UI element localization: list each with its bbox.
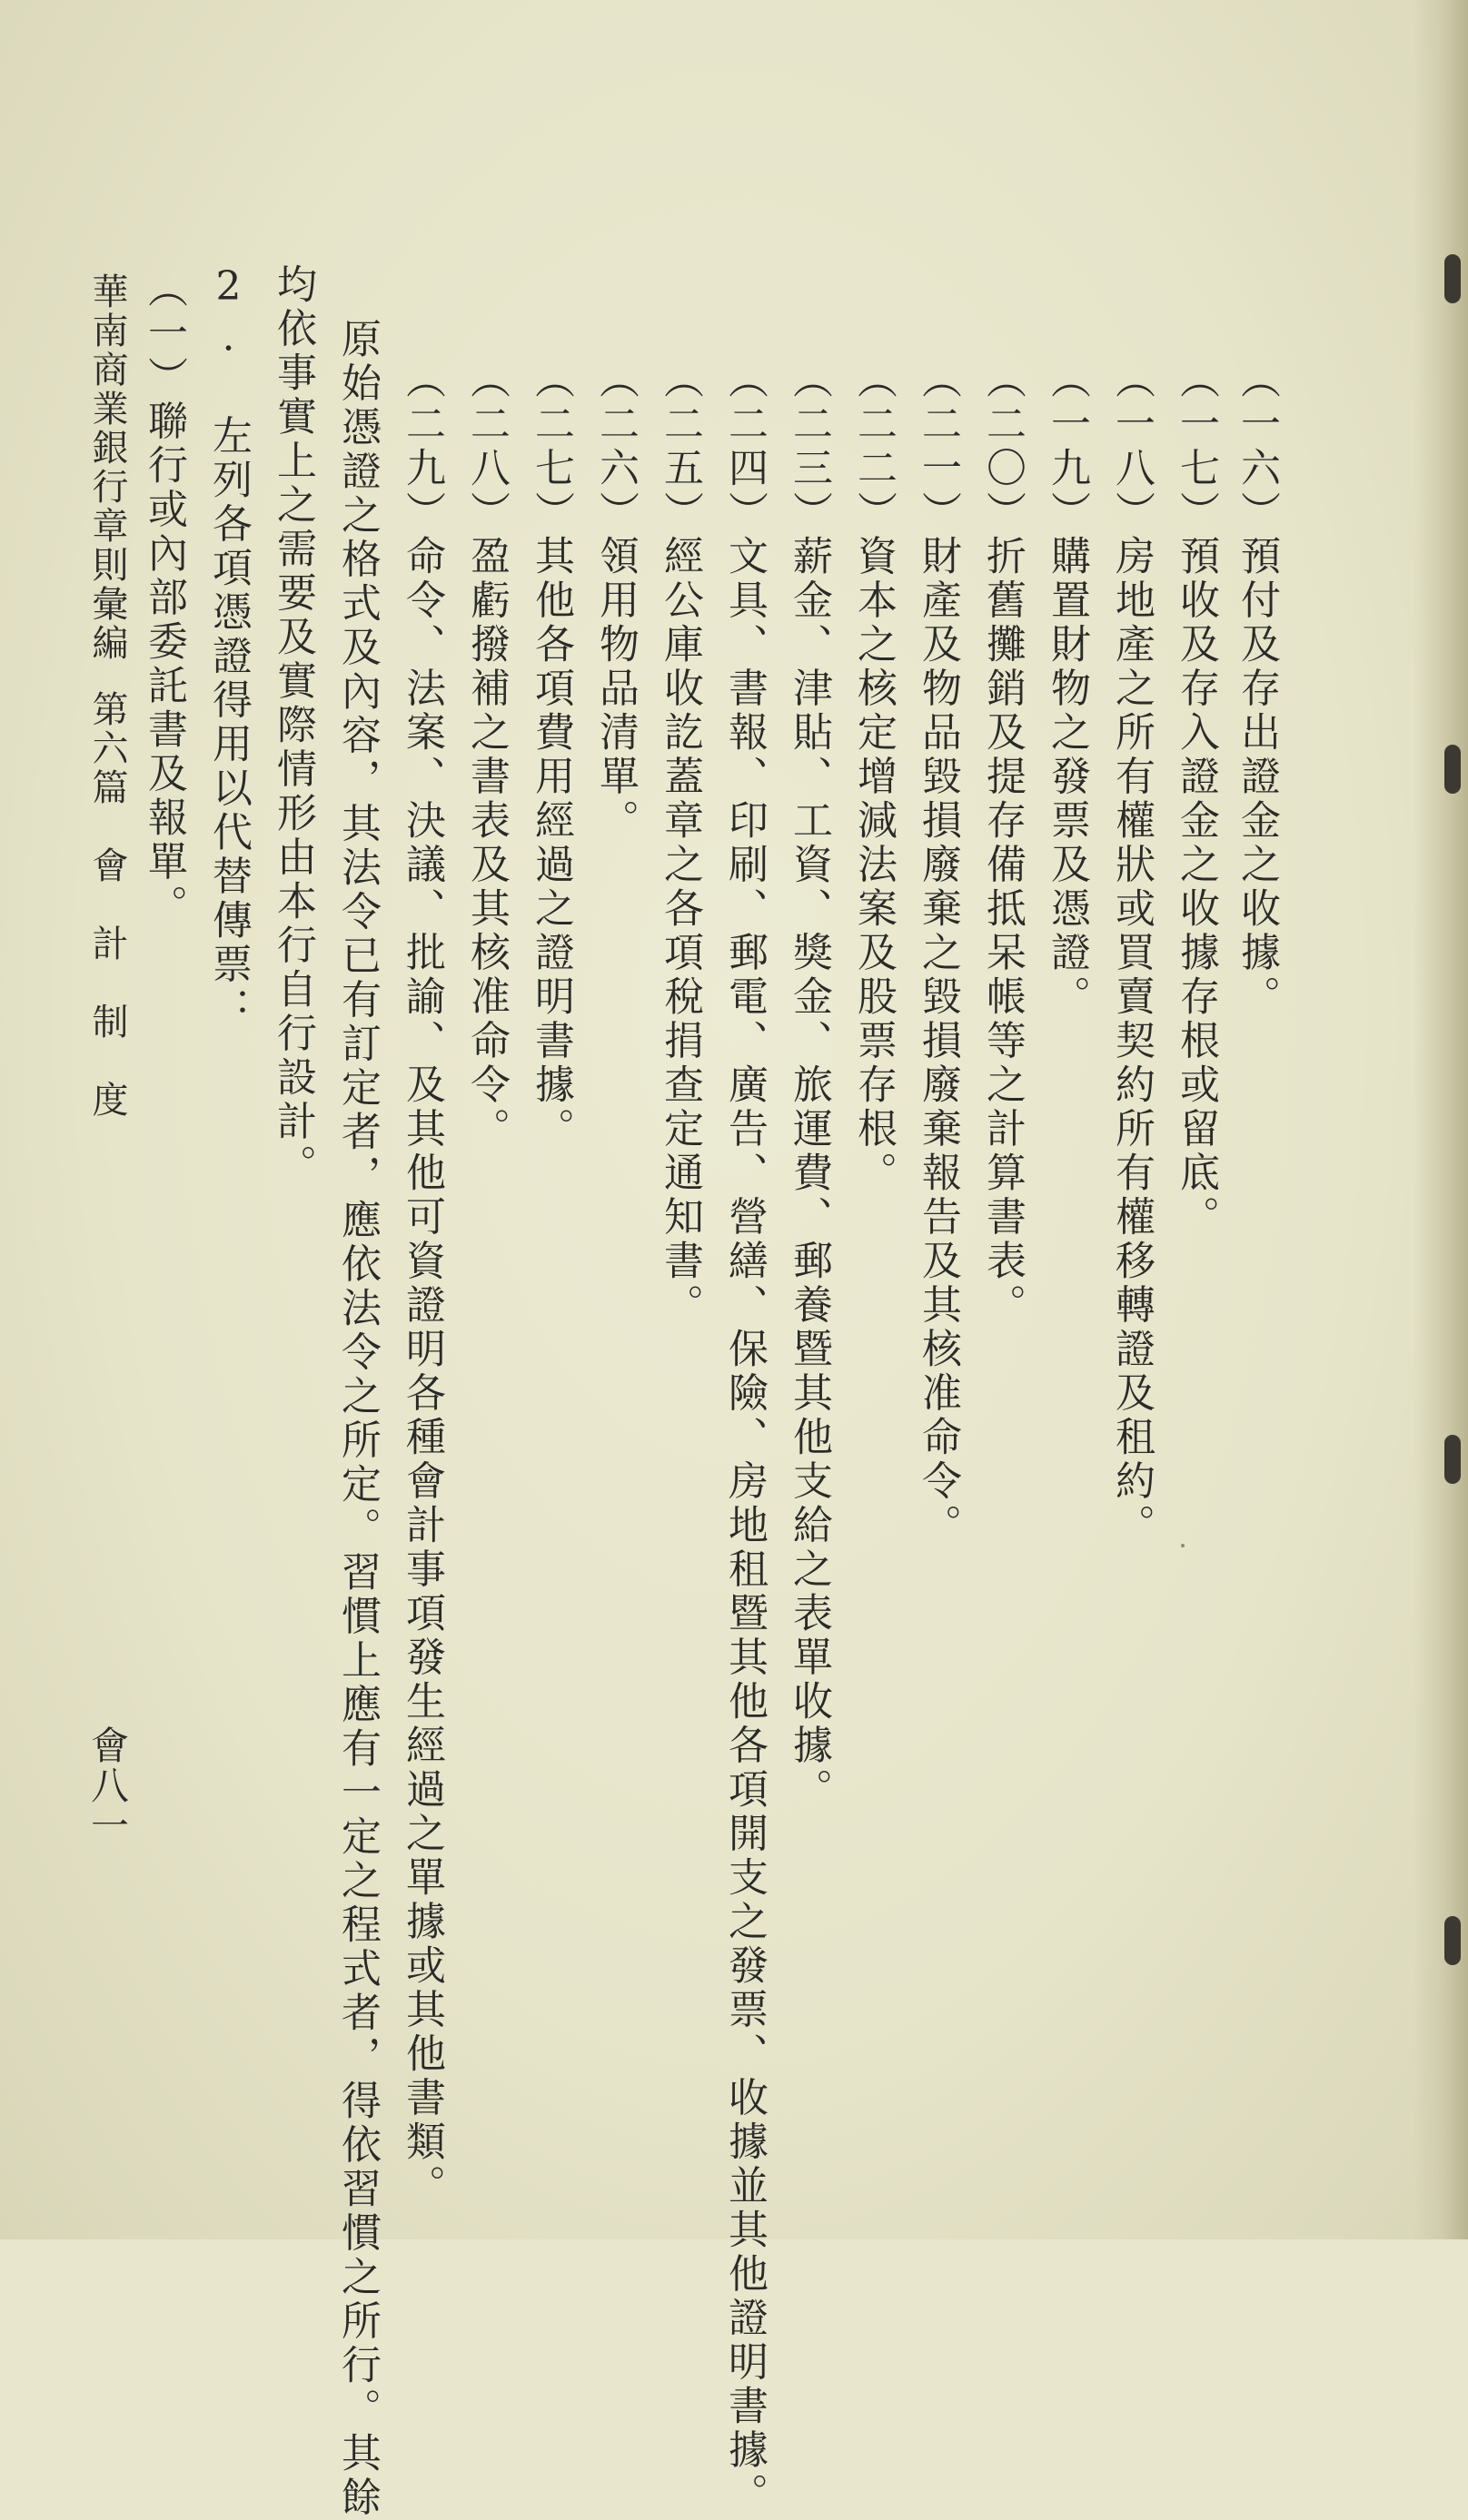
paragraph-original-vouchers: 原始憑證之格式及內容，其法令已有訂定者，應依法令之所定。習慣上應有一定之程式者，得依習慣之所行。其餘: [334, 318, 381, 2520]
footer-section: 第六篇 會 計 制 度: [86, 690, 128, 1120]
text-column-29: （二九）命令、法案、決議、批諭、及其他可資證明各種會計事項發生經過之單據或其他書類。: [399, 359, 445, 2209]
text-column-19: （一九）購置財物之發票及憑證。: [1044, 359, 1090, 1020]
text-column-28: （二八）盈虧撥補之書表及其核准命令。: [463, 359, 510, 1151]
text-column-18: （一八）房地產之所有權狀或買賣契約所有權移轉證及租約。: [1108, 359, 1155, 1548]
text-column-27: （二七）其他各項費用經過之證明書據。: [528, 359, 574, 1151]
text-column-21: （二一）財產及物品毀損廢棄之毀損廢棄報告及其核准命令。: [915, 359, 961, 1548]
text-column-22: （二二）資本之核定增減法案及股票存根。: [850, 359, 897, 1196]
page-number: 會八一: [85, 1725, 130, 1845]
binding-hole-mark: [1444, 745, 1461, 794]
text-column-item-1: （一）聯行或內部委託書及報單。: [141, 268, 187, 929]
binding-hole-mark: [1444, 1435, 1461, 1484]
paragraph-continuation: 均依事實上之需要及實際情形由本行自行設計。: [270, 263, 316, 1189]
text-column-17: （一七）預收及存入證金之收據存根或留底。: [1173, 359, 1219, 1240]
footer-book-title: 華南商業銀行章則彙編: [86, 272, 128, 663]
text-column-23: （二三）薪金、津貼、工資、獎金、旅運費、郵養暨其他支給之表單收據。: [786, 359, 832, 1813]
section-2-heading: 2. 左列各項憑證得用以代替傳票：: [205, 263, 252, 1032]
binding-hole-mark: [1444, 1916, 1461, 1965]
paper-speck: [1181, 1544, 1185, 1547]
text-column-16: （一六）預付及存出證金之收據。: [1234, 359, 1280, 1020]
page-edge-shadow: [1413, 0, 1468, 2239]
text-column-26: （二六）領用物品清單。: [592, 359, 639, 844]
text-column-25: （二五）經公庫收訖蓋章之各項稅捐查定通知書。: [657, 359, 703, 1328]
text-column-20: （二〇）折舊攤銷及提存備抵呆帳等之計算書表。: [979, 359, 1026, 1328]
text-column-24: （二四）文具、書報、印刷、郵電、廣告、營繕、保險、房地租暨其他各項開支之發票、收據並其他證明書據。: [721, 359, 768, 2517]
binding-hole-mark: [1444, 254, 1461, 303]
